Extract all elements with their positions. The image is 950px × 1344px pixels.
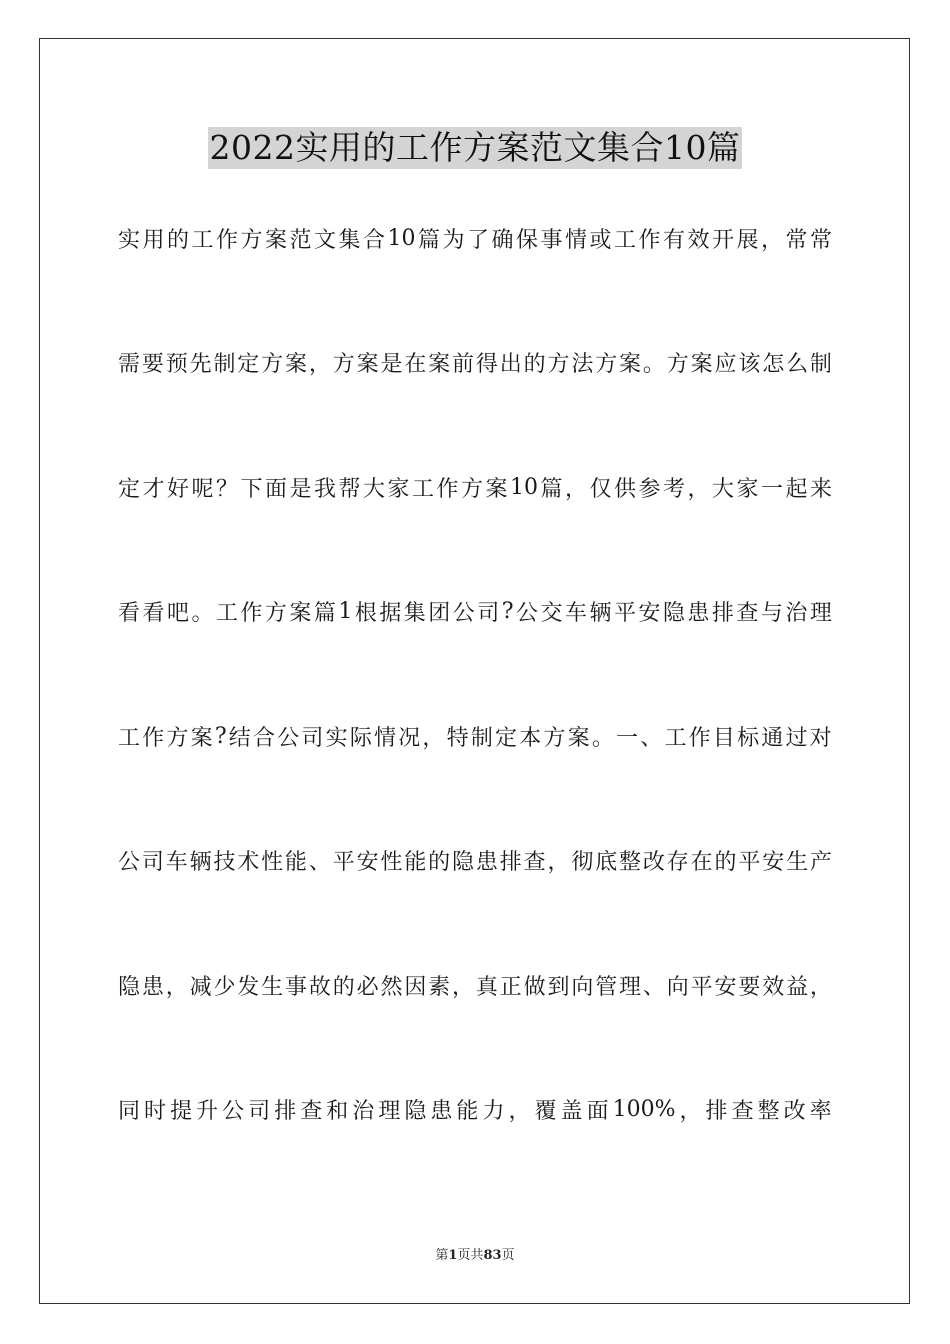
body-char: 保 — [515, 227, 538, 253]
body-char: 与 — [760, 601, 783, 627]
body-char: 、 — [308, 850, 331, 876]
body-char: 改 — [642, 850, 665, 876]
body-char: 作 — [688, 725, 711, 751]
body-char: 平 — [613, 601, 636, 627]
body-char: 覆 — [534, 1099, 557, 1125]
body-char: 做 — [523, 974, 546, 1000]
body-char: 篇 — [417, 227, 440, 253]
body-char: 查 — [731, 1099, 754, 1125]
body-char: ? — [214, 723, 227, 749]
body-char: 率 — [809, 1099, 832, 1125]
body-char: 必 — [356, 974, 379, 1000]
body-char: 际 — [349, 725, 372, 751]
body-char: 该 — [738, 352, 761, 378]
body-char: 方 — [543, 725, 566, 751]
body-char: 为 — [442, 227, 465, 253]
body-char: 查 — [523, 850, 546, 876]
body-char: 看 — [142, 601, 165, 627]
body-char: 用 — [142, 227, 165, 253]
body-char: 有 — [662, 227, 685, 253]
body-char: 生 — [261, 974, 284, 1000]
body-char: 案 — [285, 352, 308, 378]
body-char: 方 — [332, 352, 355, 378]
body-char: 制 — [809, 352, 832, 378]
body-char: 益 — [786, 974, 809, 1000]
document-body — [118, 176, 832, 1172]
body-char: 篇 — [540, 476, 563, 502]
body-char: 能 — [285, 850, 308, 876]
body-char: 呢 — [191, 476, 214, 502]
body-char: 况 — [398, 725, 421, 751]
body-char: 治 — [785, 601, 808, 627]
body-line — [118, 923, 832, 1048]
body-char: 方 — [240, 227, 263, 253]
body-char: 了 — [466, 227, 489, 253]
body-char: 结 — [228, 725, 251, 751]
body-char: 管 — [595, 974, 618, 1000]
body-char: 少 — [213, 974, 236, 1000]
body-char: 隐 — [118, 974, 141, 1000]
body-char: 起 — [785, 476, 808, 502]
body-char: 效 — [762, 974, 785, 1000]
body-char: 公 — [222, 1099, 245, 1125]
body-char: 看 — [118, 601, 141, 627]
body-char: 力 — [482, 1099, 505, 1125]
body-char: 时 — [144, 1099, 167, 1125]
body-char: 事 — [540, 227, 563, 253]
body-char: 情 — [564, 227, 587, 253]
body-char: 到 — [547, 974, 570, 1000]
body-char: 作 — [638, 227, 661, 253]
body-char: 排 — [499, 850, 522, 876]
body-char: 家 — [736, 476, 759, 502]
body-char: 公 — [277, 725, 300, 751]
body-char: 吧 — [166, 601, 189, 627]
body-line — [118, 176, 832, 301]
body-char: 公 — [118, 850, 141, 876]
body-char: 根 — [354, 601, 377, 627]
body-char: 方 — [166, 725, 189, 751]
body-char: 案 — [428, 352, 451, 378]
body-line — [118, 301, 832, 426]
body-char: 发 — [237, 974, 260, 1000]
body-line — [118, 425, 832, 550]
body-char: 因 — [404, 974, 427, 1000]
body-char: ， — [165, 974, 188, 1000]
body-char: 文 — [314, 227, 337, 253]
body-char: 理 — [809, 601, 832, 627]
body-char: 得 — [475, 352, 498, 378]
body-char: 案 — [356, 352, 379, 378]
body-char: 1 — [338, 599, 353, 625]
body-char: 集 — [403, 601, 426, 627]
body-char: 范 — [289, 227, 312, 253]
body-char: 应 — [714, 352, 737, 378]
body-char: 公 — [452, 601, 475, 627]
body-char: 出 — [499, 352, 522, 378]
body-char: 升 — [196, 1099, 219, 1125]
body-char: 团 — [428, 601, 451, 627]
body-line — [118, 550, 832, 675]
body-char: 素 — [428, 974, 451, 1000]
body-char: 怎 — [762, 352, 785, 378]
body-char: 患 — [687, 601, 710, 627]
body-char: 一 — [616, 725, 639, 751]
body-char: 么 — [786, 352, 809, 378]
body-char: 对 — [809, 725, 832, 751]
body-char: 需 — [118, 352, 141, 378]
body-char: 过 — [785, 725, 808, 751]
body-char: 工 — [664, 725, 687, 751]
body-char: 司 — [477, 601, 500, 627]
body-char: 能 — [404, 850, 427, 876]
body-char: 真 — [475, 974, 498, 1000]
body-char: 案 — [619, 352, 642, 378]
body-char: 工 — [191, 227, 214, 253]
body-char: 标 — [737, 725, 760, 751]
body-char: 向 — [666, 974, 689, 1000]
body-char: 先 — [189, 352, 212, 378]
body-char: 隐 — [404, 1099, 427, 1125]
body-char: 。 — [642, 352, 665, 378]
body-char: 案 — [690, 352, 713, 378]
body-char: 患 — [141, 974, 164, 1000]
body-char: 同 — [118, 1099, 141, 1125]
body-char: 的 — [714, 850, 737, 876]
body-char: 案 — [289, 601, 312, 627]
body-char: 减 — [189, 974, 212, 1000]
body-char: 整 — [619, 850, 642, 876]
body-char: 工 — [412, 476, 435, 502]
body-char: 100% — [612, 1097, 676, 1123]
body-char: 术 — [237, 850, 260, 876]
body-char: 才 — [142, 476, 165, 502]
body-char: 辆 — [189, 850, 212, 876]
body-char: ， — [508, 1099, 531, 1125]
body-char: 。 — [191, 601, 214, 627]
body-char: 法 — [571, 352, 594, 378]
body-line — [118, 1048, 832, 1173]
body-char: 查 — [736, 601, 759, 627]
body-char: 面 — [265, 476, 288, 502]
body-char: 平 — [690, 974, 713, 1000]
body-char: 工 — [613, 227, 636, 253]
body-char: 开 — [711, 227, 734, 253]
body-char: 据 — [379, 601, 402, 627]
body-char: 实 — [118, 227, 141, 253]
body-char: 辆 — [589, 601, 612, 627]
body-char: 理 — [619, 974, 642, 1000]
body-char: 10 — [510, 474, 538, 500]
body-char: 方 — [595, 352, 618, 378]
body-char: 篇 — [313, 601, 336, 627]
body-char: 存 — [666, 850, 689, 876]
body-char: 大 — [711, 476, 734, 502]
body-char: 效 — [687, 227, 710, 253]
body-char: ， — [452, 974, 475, 1000]
body-char: 或 — [589, 227, 612, 253]
body-char: 案 — [485, 476, 508, 502]
body-char: 来 — [809, 476, 832, 502]
footer-prefix: 第 — [435, 1248, 449, 1263]
body-char: ， — [760, 227, 783, 253]
body-char: 面 — [586, 1099, 609, 1125]
body-char: 要 — [141, 352, 164, 378]
title-container — [0, 127, 950, 169]
body-char: 性 — [380, 850, 403, 876]
body-char: 好 — [167, 476, 190, 502]
body-char: 方 — [461, 476, 484, 502]
body-char: 案 — [190, 725, 213, 751]
body-char: 平 — [332, 850, 355, 876]
body-char: 目 — [712, 725, 735, 751]
body-char: 方 — [666, 352, 689, 378]
body-char: 彻 — [571, 850, 594, 876]
body-line — [118, 674, 832, 799]
body-char: 隐 — [662, 601, 685, 627]
body-char: ， — [809, 974, 832, 1000]
body-char: ， — [422, 725, 445, 751]
body-char: 作 — [216, 227, 239, 253]
body-char: 通 — [761, 725, 784, 751]
body-char: 作 — [142, 725, 165, 751]
body-char: 公 — [516, 601, 539, 627]
body-char: 安 — [762, 850, 785, 876]
body-char: ， — [679, 1099, 702, 1125]
body-char: 是 — [289, 476, 312, 502]
body-char: 向 — [571, 974, 594, 1000]
body-char: 本 — [519, 725, 542, 751]
body-char: 技 — [213, 850, 236, 876]
body-char: 正 — [499, 974, 522, 1000]
body-char: 集 — [338, 227, 361, 253]
body-char: 制 — [470, 725, 493, 751]
body-char: 常 — [785, 227, 808, 253]
body-char: 排 — [274, 1099, 297, 1125]
body-char: 作 — [240, 601, 263, 627]
body-char: 在 — [404, 352, 427, 378]
body-char: 案 — [265, 227, 288, 253]
body-char: 提 — [170, 1099, 193, 1125]
body-char: 工 — [215, 601, 238, 627]
body-char: 是 — [380, 352, 403, 378]
body-char: 安 — [356, 850, 379, 876]
body-char: 工 — [118, 725, 141, 751]
footer-suffix: 页 — [501, 1248, 515, 1263]
body-char: 。 — [591, 725, 614, 751]
body-char: 然 — [380, 974, 403, 1000]
body-char: 生 — [786, 850, 809, 876]
body-char: 隐 — [452, 850, 475, 876]
footer-total-pages: 83 — [483, 1248, 502, 1263]
body-char: 排 — [705, 1099, 728, 1125]
body-char: 方 — [547, 352, 570, 378]
body-char: 情 — [374, 725, 397, 751]
body-char: 平 — [738, 850, 761, 876]
body-char: 供 — [613, 476, 636, 502]
body-char: 方 — [261, 352, 284, 378]
body-char: 交 — [540, 601, 563, 627]
body-char: 车 — [564, 601, 587, 627]
body-char: 制 — [213, 352, 236, 378]
body-char: ， — [564, 476, 587, 502]
body-char: 安 — [638, 601, 661, 627]
body-char: 盖 — [560, 1099, 583, 1125]
body-char: 的 — [428, 850, 451, 876]
body-char: 司 — [248, 1099, 271, 1125]
body-char: 参 — [638, 476, 661, 502]
body-char: 一 — [760, 476, 783, 502]
body-char: 家 — [387, 476, 410, 502]
footer-current-page: 1 — [448, 1248, 458, 1263]
body-char: 司 — [141, 850, 164, 876]
body-char: 合 — [253, 725, 276, 751]
body-char: 我 — [314, 476, 337, 502]
body-char: 前 — [452, 352, 475, 378]
body-char: 的 — [167, 227, 190, 253]
body-char: 帮 — [338, 476, 361, 502]
body-char: 产 — [809, 850, 832, 876]
body-char: 的 — [523, 352, 546, 378]
body-char: 、 — [640, 725, 663, 751]
document-title: 2022实用的工作方案范文集合10篇 — [209, 128, 741, 167]
body-char: 下 — [240, 476, 263, 502]
body-char: 定 — [118, 476, 141, 502]
body-char: 事 — [285, 974, 308, 1000]
body-char: 和 — [326, 1099, 349, 1125]
body-char: 安 — [714, 974, 737, 1000]
body-char: ？ — [216, 476, 239, 502]
body-char: 改 — [783, 1099, 806, 1125]
body-char: 底 — [595, 850, 618, 876]
body-char: 患 — [475, 850, 498, 876]
footer-middle: 页共 — [457, 1248, 484, 1263]
body-char: 患 — [430, 1099, 453, 1125]
body-char: 定 — [495, 725, 518, 751]
page-footer — [0, 1244, 950, 1263]
body-line — [118, 799, 832, 924]
body-char: 查 — [300, 1099, 323, 1125]
body-char: 方 — [264, 601, 287, 627]
body-char: 治 — [352, 1099, 375, 1125]
body-char: ， — [547, 850, 570, 876]
body-char: 性 — [261, 850, 284, 876]
body-char: 案 — [567, 725, 590, 751]
body-char: 考 — [662, 476, 685, 502]
body-char: 司 — [301, 725, 324, 751]
body-char: 展 — [736, 227, 759, 253]
body-char: 仅 — [589, 476, 612, 502]
body-char: 定 — [237, 352, 260, 378]
body-char: 要 — [738, 974, 761, 1000]
body-char: 理 — [378, 1099, 401, 1125]
body-char: 整 — [757, 1099, 780, 1125]
body-char: 预 — [165, 352, 188, 378]
body-char: 特 — [446, 725, 469, 751]
body-char: 、 — [642, 974, 665, 1000]
body-char: 大 — [363, 476, 386, 502]
body-char: 合 — [363, 227, 386, 253]
body-char: 能 — [456, 1099, 479, 1125]
body-char: 作 — [436, 476, 459, 502]
body-char: 确 — [491, 227, 514, 253]
body-char: 的 — [332, 974, 355, 1000]
body-char: 实 — [325, 725, 348, 751]
body-char: ? — [501, 599, 514, 625]
body-char: 10 — [387, 225, 416, 251]
body-char: 车 — [165, 850, 188, 876]
body-char: ， — [687, 476, 710, 502]
body-char: ， — [308, 352, 331, 378]
body-char: 故 — [308, 974, 331, 1000]
body-char: 常 — [809, 227, 832, 253]
body-char: 在 — [690, 850, 713, 876]
body-char: 排 — [711, 601, 734, 627]
